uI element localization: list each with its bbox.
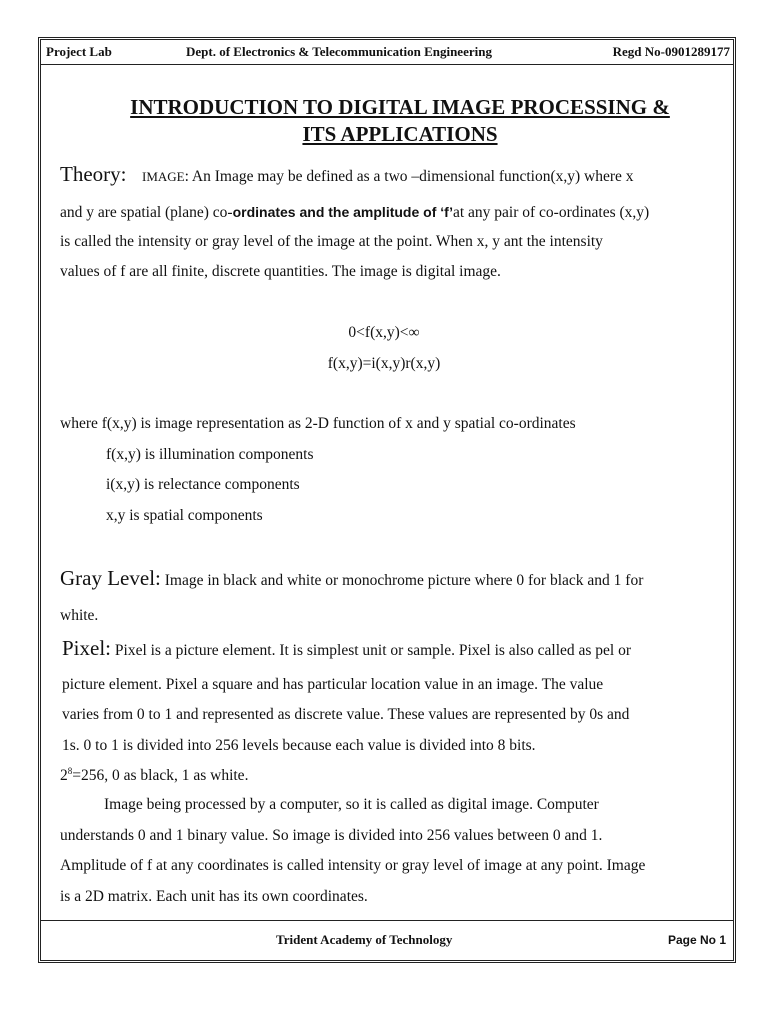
gray-level-line-1: [60, 566, 643, 591]
para-line-4: is a 2D matrix. Each unit has its own coordinates.: [60, 888, 368, 905]
footer-divider: [40, 920, 734, 921]
pixel-line-1-text: Pixel is a picture element. It is simplest unit or sample. Pixel is also called as pel or: [111, 642, 632, 659]
gray-level-line-1-text: Image in black and white or monochrome picture where 0 for black and 1 for: [160, 572, 644, 589]
header-divider: [40, 64, 734, 65]
theory-line-2-bold: ordinates and the amplitude of ‘f’: [232, 204, 453, 220]
para-line-3: Amplitude of f at any coordinates is called intensity or gray level of image at any point. Image: [60, 857, 646, 874]
para-line-2: understands 0 and 1 binary value. So image is divided into 256 values between 0 and 1.: [60, 827, 603, 844]
document-title: [80, 94, 720, 148]
title-line-1: INTRODUCTION TO DIGITAL IMAGE PROCESSING &: [130, 95, 670, 119]
pixel-line-5: [60, 766, 248, 785]
theory-line-2-a: and y are spatial (plane) co-: [60, 204, 233, 221]
footer-page-number: Page No 1: [667, 933, 726, 947]
equation-2: f(x,y)=i(x,y)r(x,y): [327, 355, 441, 372]
equation-1: 0<f(x,y)<∞: [348, 324, 420, 341]
theory-line-2: [60, 204, 649, 222]
pixel-line-3: varies from 0 to 1 and represented as discrete value. These values are represented by 0s and: [62, 706, 630, 723]
pixel-heading: Pixel:: [62, 636, 112, 660]
theory-heading: Theory:: [60, 162, 127, 186]
pixel-line-5-text: =256, 0 as black, 1 as white.: [72, 767, 249, 785]
theory-line-1-text: : An Image may be defined as a two –dimensional function(x,y) where x: [184, 168, 634, 185]
theory-line-2-b: at any pair of co-ordinates (x,y): [452, 204, 650, 221]
where-line-4: x,y is spatial components: [106, 507, 263, 524]
power-base: 2: [60, 767, 68, 785]
where-line-2: f(x,y) is illumination components: [106, 446, 314, 463]
theory-line-3: is called the intensity or gray level of the image at the point. When x, y ant the intensity: [60, 233, 603, 250]
header-department: Dept. of Electronics & Telecommunication Engineering: [186, 44, 492, 59]
theory-line-1: [60, 162, 634, 187]
pixel-line-4: 1s. 0 to 1 is divided into 256 levels because each value is divided into 8 bits.: [62, 737, 536, 754]
theory-line-4: values of f are all finite, discrete quantities. The image is digital image.: [60, 263, 501, 280]
where-line-1: where f(x,y) is image representation as 2-D function of x and y spatial co-ordinates: [60, 415, 576, 432]
pixel-line-2: picture element. Pixel a square and has particular location value in an image. The value: [62, 676, 604, 693]
where-line-3: i(x,y) is relectance components: [106, 476, 300, 493]
title-line-2: ITS APPLICATIONS: [302, 122, 498, 146]
header-project-lab: Project Lab: [46, 44, 112, 59]
para-line-1: Image being processed by a computer, so it is called as digital image. Computer: [104, 796, 599, 813]
footer-institution: Trident Academy of Technology: [276, 932, 453, 947]
pixel-line-1: [62, 636, 631, 661]
image-term: IMAGE: [141, 169, 185, 184]
power-exponent: 8: [67, 766, 73, 776]
header-regd-no: Regd No-0901289177: [612, 44, 730, 59]
gray-level-line-2: white.: [60, 607, 99, 624]
gray-level-heading: Gray Level:: [60, 566, 161, 590]
page-header: [44, 44, 732, 64]
